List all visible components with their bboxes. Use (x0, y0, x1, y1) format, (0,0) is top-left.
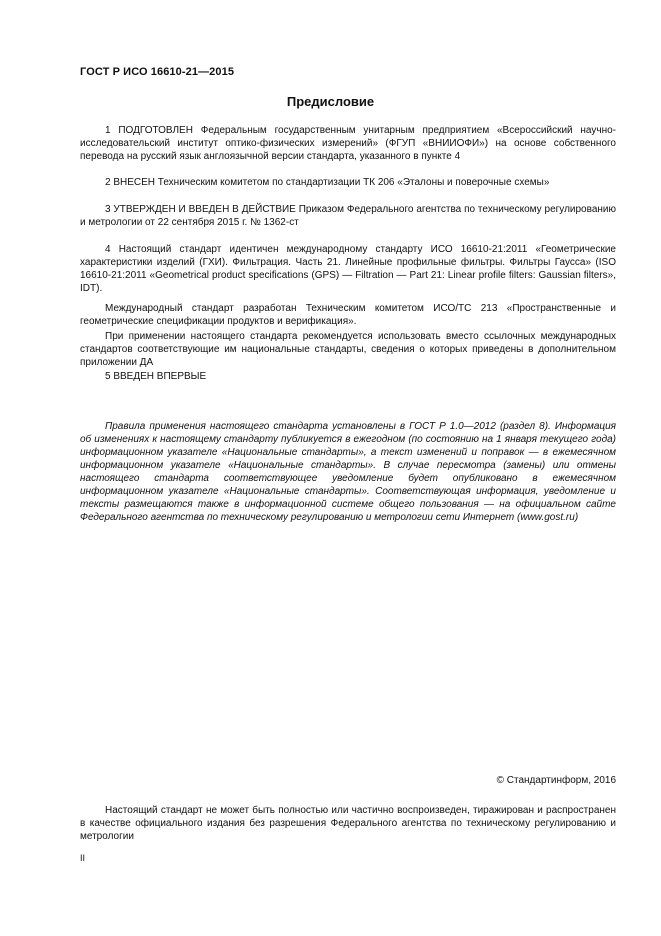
copyright-line: © Стандартинформ, 2016 (496, 775, 616, 786)
foreword-item-2: 2 ВНЕСЕН Техническим комитетом по стандартизации ТК 206 «Эталоны и поверочные схемы» (105, 177, 550, 188)
foreword-item-4: 4 Настоящий стандарт идентичен международному стандарту ИСО 16610-21:2011 «Геометрические характеристики изделий (ГХИ). Фильтрация. Часть 21. Линейные профильные фильтры. Фильтры Гаусса» (ISO 16610-21:2011 «Geometrical product specifications (GPS) — Filtration — Part 21: Linear profile filters: Gaussian filters», IDT). (80, 244, 616, 294)
foreword-item-1: 1 ПОДГОТОВЛЕН Федеральным государственным унитарным предприятием «Всероссийский научно-исследовательский институт оптико-физических измерений» (ФГУП «ВНИИОФИ») на основе собственного перевода на русский язык англоязычной версии стандарта, указанного в пункте 4 (80, 125, 616, 162)
foreword-item-4-paragraph-3: При применении настоящего стандарта рекомендуется использовать вместо ссылочных международных стандартов соответствующие им национальные стандарты, сведения о которых приведены в дополнительном приложении ДА (80, 331, 616, 368)
foreword-item-4-paragraph-2: Международный стандарт разработан Техническим комитетом ИСО/ТС 213 «Пространственные и геометрические спецификации продуктов и верификация». (80, 303, 616, 327)
application-rules-notice: Правила применения настоящего стандарта установлены в ГОСТ Р 1.0—2012 (раздел 8). Информация об изменениях к настоящему стандарту публикуется в ежегодном (по состоянию на 1 января текущего года) информационном указателе «Национальные стандарты», а текст изменений и поправок — в ежемесячном информационном указателе «Национальные стандарты». В случае пересмотра (замены) или отмены настоящего стандарта соответствующее уведомление будет опубликовано в ежемесячном информационном указателе «Национальные стандарты». Соответствующая информация, уведомление и тексты размещаются также в информационной системе общего пользования — на официальном сайте Федерального агентства по техническому регулированию и метрологии сети Интернет (www.gost.ru) (80, 421, 616, 523)
reproduction-notice: Настоящий стандарт не может быть полностью или частично воспроизведен, тиражирован и распространен в качестве официального издания без разрешения Федерального агентства по техническому регулированию и метрологии (80, 805, 616, 842)
page-number: II (80, 853, 86, 863)
page-title: Предисловие (286, 94, 375, 109)
foreword-item-5: 5 ВВЕДЕН ВПЕРВЫЕ (105, 371, 207, 382)
foreword-item-3: 3 УТВЕРЖДЕН И ВВЕДЕН В ДЕЙСТВИЕ Приказом Федерального агентства по техническому регулированию и метрологии от 22 сентября 2015 г. № 1362-ст (80, 204, 616, 228)
standard-code-header: ГОСТ Р ИСО 16610-21—2015 (80, 66, 235, 78)
